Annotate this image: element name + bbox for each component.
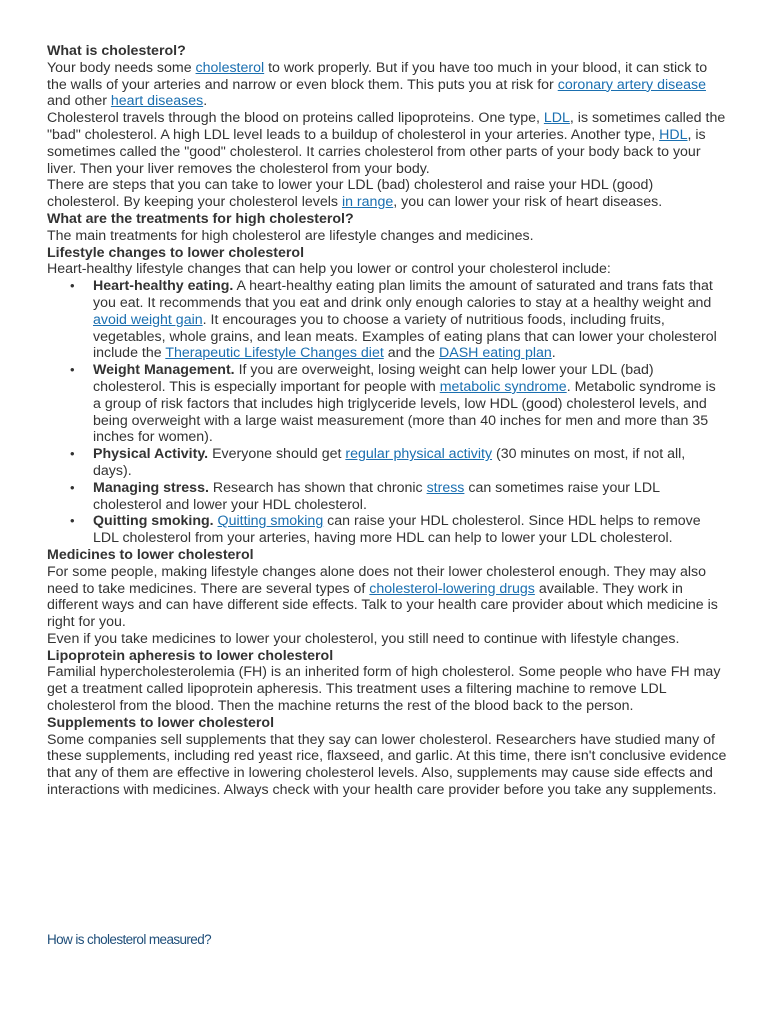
- text: Your body needs some: [47, 59, 196, 76]
- text: . Metabolic syndrome is a group of risk factors that includes high triglyceride levels, low HDL (good) cholesterol levels, and being overweight with a large waist measurement (more than 40 inches for men and more than 35 inches for women).: [93, 378, 716, 446]
- heading-lifestyle-changes: Lifestyle changes to lower cholesterol: [47, 244, 305, 261]
- list-item-stress: [93, 480, 727, 514]
- list-item-activity: [93, 446, 727, 480]
- link-quitting-smoking[interactable]: Quitting smoking: [217, 513, 324, 530]
- text: Cholesterol travels through the blood on proteins called lipoproteins. One type,: [47, 110, 544, 127]
- text: Research has shown that chronic: [208, 479, 427, 496]
- link-avoid-weight-gain[interactable]: avoid weight gain: [93, 311, 203, 328]
- link-regular-physical-activity[interactable]: regular physical activity: [345, 446, 493, 463]
- heading-supplements: Supplements to lower cholesterol: [47, 714, 275, 731]
- item-title: Weight Management.: [93, 362, 235, 379]
- text: If you are overweight, losing weight can help lower your LDL (bad) cholesterol. This is especially important for people with: [93, 362, 654, 395]
- text: (30 minutes on most, if not all, days).: [93, 446, 686, 479]
- link-tlc-diet[interactable]: Therapeutic Lifestyle Changes diet: [165, 345, 384, 362]
- heading-what-is-cholesterol: What is cholesterol?: [47, 43, 186, 59]
- heading-treatments: What are the treatments for high cholesterol?: [47, 210, 354, 227]
- link-in-range[interactable]: in range: [341, 194, 394, 211]
- paragraph-apheresis: Familial hypercholesterolemia (FH) is an inherited form of high cholesterol. Some people who have FH may get a treatment called lipoprotein apheresis. This treatment uses a filtering machine to remove LDL cholesterol from the blood. Then the machine returns the rest of the blood back to the person.: [47, 664, 721, 715]
- link-cholesterol-lowering-drugs[interactable]: cholesterol-lowering drugs: [369, 580, 535, 597]
- text: can raise your HDL cholesterol. Since HDL helps to remove LDL cholesterol from your arteries, having more HDL can help to lower your LDL cholesterol.: [93, 513, 701, 547]
- document-body: [47, 43, 727, 799]
- link-cholesterol[interactable]: cholesterol: [195, 59, 265, 76]
- text: . It encourages you to choose a variety of nutritious foods, including fruits, vegetables, whole grains, and lean meats. Examples of eating plans that can lower your cholesterol include the: [93, 311, 717, 362]
- item-title: Physical Activity.: [93, 446, 209, 463]
- text: can sometimes raise your LDL cholesterol and lower your HDL cholesterol.: [93, 479, 660, 513]
- paragraph-steps: [47, 177, 727, 211]
- link-hdl[interactable]: HDL: [659, 126, 688, 143]
- lifestyle-list: [47, 278, 727, 547]
- text: and the: [383, 345, 440, 362]
- text: , is sometimes called the "good" cholesterol. It carries cholesterol from other parts of your body back to your liver. Then your liver removes the cholesterol from your body.: [47, 126, 706, 177]
- item-title: Quitting smoking.: [93, 513, 214, 530]
- link-ldl[interactable]: LDL: [543, 110, 570, 127]
- text: .: [203, 93, 208, 110]
- paragraph-medicines: [47, 564, 727, 631]
- text: and other: [47, 93, 111, 110]
- list-item-eating: [93, 278, 727, 362]
- list-item-smoking: [93, 513, 727, 547]
- link-stress[interactable]: stress: [426, 479, 465, 496]
- paragraph-medicines-continue: Even if you take medicines to lower your cholesterol, you still need to continue with lifestyle changes.: [47, 630, 680, 647]
- paragraph-lifestyle-intro: Heart-healthy lifestyle changes that can help you lower or control your cholesterol include:: [47, 261, 611, 278]
- footer-question: How is cholesterol measured?: [47, 932, 212, 947]
- heading-medicines: Medicines to lower cholesterol: [47, 546, 254, 563]
- heading-apheresis: Lipoprotein apheresis to lower cholesterol: [47, 647, 334, 664]
- link-dash-eating-plan[interactable]: DASH eating plan: [439, 345, 552, 362]
- paragraph-lipoproteins: [47, 110, 727, 177]
- item-title: Managing stress.: [93, 479, 209, 496]
- paragraph-intro: [47, 60, 727, 110]
- list-item-weight: [93, 362, 727, 446]
- item-title: Heart-healthy eating.: [93, 278, 234, 295]
- text: Everyone should get: [208, 446, 346, 463]
- text: to work properly. But if you have too much in your blood, it can stick to the walls of your arteries and narrow or even block them. This puts you at risk for: [47, 59, 708, 93]
- text: .: [551, 345, 556, 362]
- link-coronary-artery-disease[interactable]: coronary artery disease: [557, 76, 706, 93]
- text: , you can lower your risk of heart diseases.: [393, 194, 663, 211]
- text: There are steps that you can take to lower your LDL (bad) cholesterol and raise your HDL (good) cholesterol. By keeping your cholesterol levels: [47, 177, 654, 211]
- text: , is sometimes called the "bad" cholesterol. A high LDL level leads to a buildup of cholesterol in your arteries. Another type,: [47, 110, 726, 143]
- paragraph-treatments: The main treatments for high cholesterol are lifestyle changes and medicines.: [47, 227, 534, 244]
- text: A heart-healthy eating plan limits the amount of saturated and trans fats that you eat. It recommends that you eat and drink only enough calories to stay at a healthy weight and: [93, 278, 713, 311]
- text: available. They work in different ways and can have different side effects. Talk to your health care provider about which medicine is right for you.: [47, 580, 718, 631]
- paragraph-supplements: Some companies sell supplements that they say can lower cholesterol. Researchers have studied many of these supplements, including red yeast rice, flaxseed, and garlic. At this time, there isn't conclusive evidence that any of them are effective in lowering cholesterol levels. Also, supplements may cause side effects and interactions with medicines. Always check with your health care provider before you take any supplements.: [47, 731, 727, 799]
- text: For some people, making lifestyle changes alone does not their lower cholesterol enough. They may also need to take medicines. There are several types of: [47, 563, 707, 597]
- link-metabolic-syndrome[interactable]: metabolic syndrome: [439, 378, 567, 395]
- link-heart-diseases[interactable]: heart diseases: [110, 93, 204, 110]
